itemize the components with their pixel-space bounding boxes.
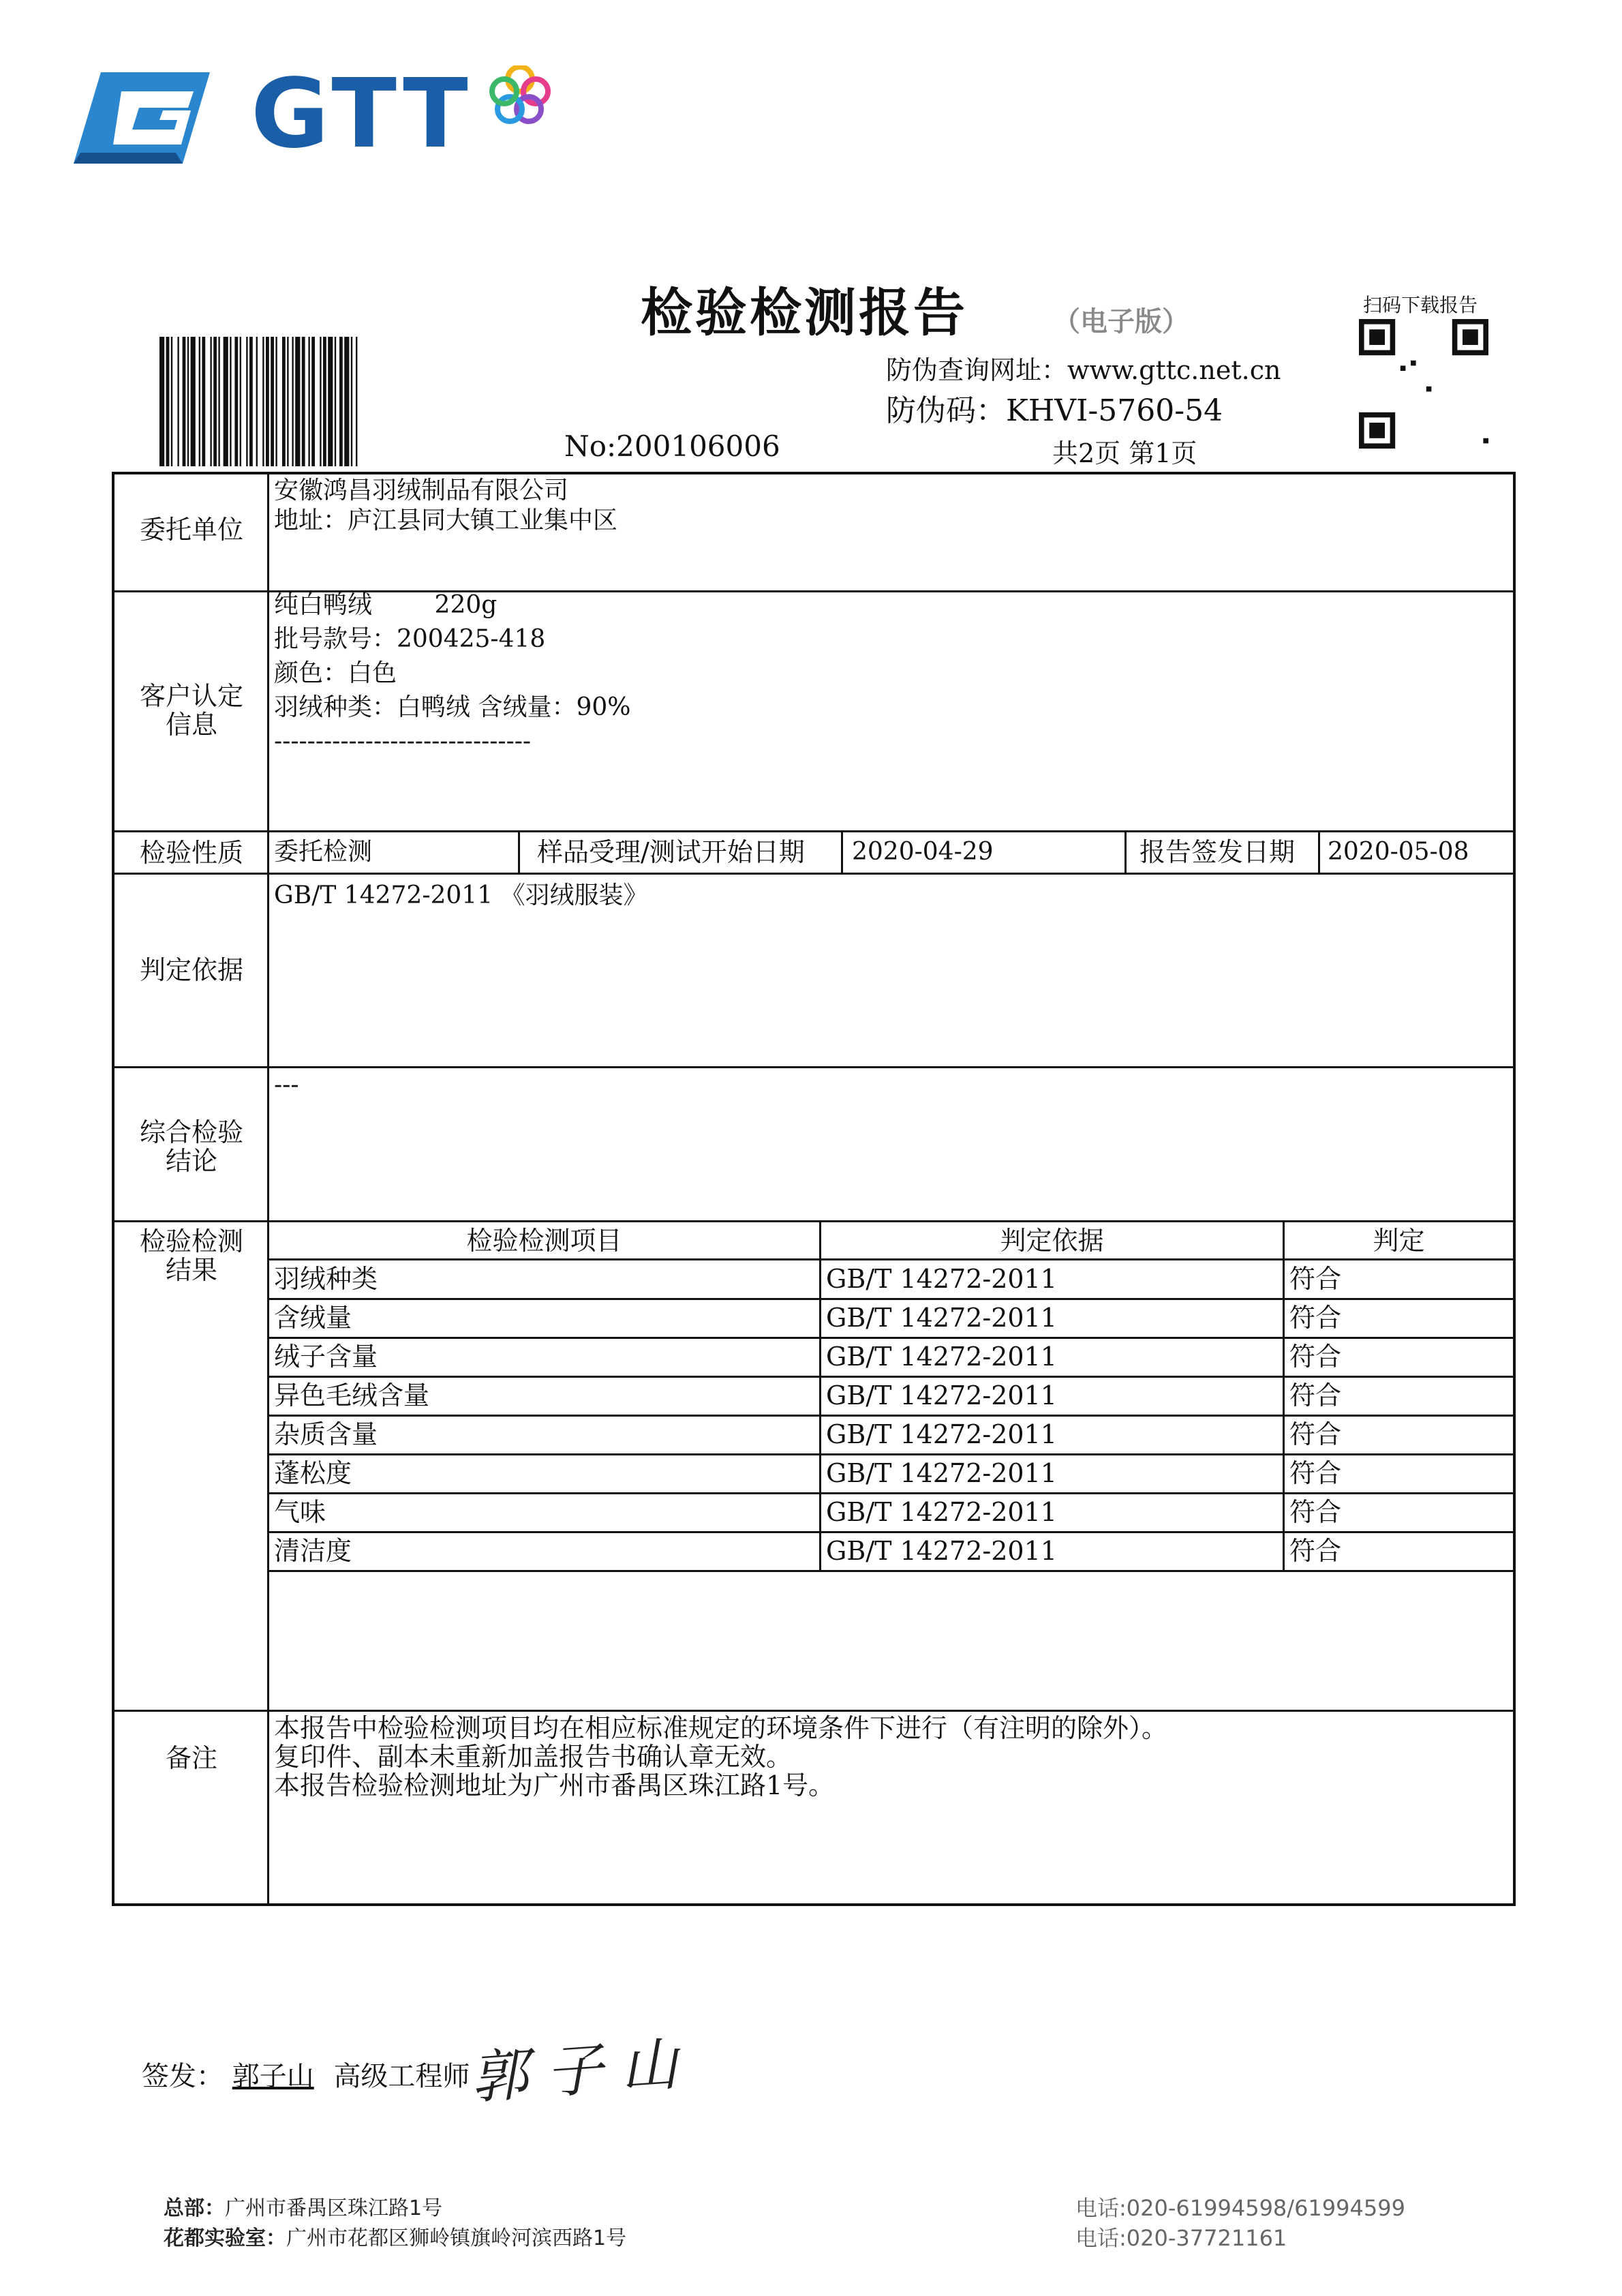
results-header-verdict: 判定 (1373, 1226, 1425, 1256)
customer-info-line1: 纯白鸭绒 220g (274, 591, 498, 619)
conclusion-label-line1: 综合检验 (139, 1117, 243, 1147)
client-label: 委托单位 (139, 515, 243, 545)
result-item-cell: 清洁度 (274, 1536, 352, 1566)
signer-name: 郭子山 (232, 2061, 314, 2092)
test-start-date: 2020-04-29 (852, 838, 994, 866)
page-count: 共2页 第1页 (1052, 438, 1197, 468)
basis-label: 判定依据 (139, 955, 243, 985)
logo-text: GTT (251, 59, 472, 170)
edition-label: （电子版） (1053, 305, 1189, 337)
signature-prefix: 签发： (142, 2061, 224, 2092)
result-item-cell: 气味 (274, 1497, 326, 1527)
result-basis-cell: GB/T 14272-2011 (826, 1380, 1057, 1410)
issue-date: 2020-05-08 (1328, 838, 1469, 866)
qr-caption: 扫码下载报告 (1363, 294, 1478, 316)
footer-lab (164, 2221, 626, 2251)
remarks-label: 备注 (165, 1743, 217, 1773)
results-label-line2: 结果 (165, 1255, 217, 1285)
customer-info-label (116, 682, 267, 739)
result-basis-cell: GB/T 14272-2011 (826, 1264, 1057, 1294)
inspection-nature-value: 委托检测 (274, 838, 373, 866)
result-basis-cell: GB/T 14272-2011 (826, 1458, 1057, 1488)
customer-info-line2: 批号款号：200425-418 (274, 625, 546, 653)
basis-value: GB/T 14272-2011 《羽绒服装》 (274, 881, 648, 909)
footer-hq-label: 总部： (164, 2196, 225, 2220)
results-label (116, 1227, 267, 1284)
footer-lab-label: 花都实验室： (164, 2226, 286, 2250)
remark-line-2: 复印件、副本未重新加盖报告书确认章无效。 (274, 1742, 793, 1772)
result-verdict-cell: 符合 (1289, 1458, 1342, 1488)
client-name: 安徽鸿昌羽绒制品有限公司 (274, 477, 569, 504)
result-verdict-cell: 符合 (1289, 1342, 1342, 1372)
result-item-cell: 杂质含量 (274, 1419, 378, 1449)
signature-block (142, 2055, 470, 2094)
conclusion-label (116, 1118, 267, 1175)
customer-info-line5: ------------------------------- (274, 727, 532, 755)
report-title: 检验检测报告 (641, 282, 968, 343)
remark-line-1: 本报告中检验检测项目均在相应标准规定的环境条件下进行（有注明的除外）。 (274, 1713, 1168, 1743)
result-verdict-cell: 符合 (1289, 1380, 1342, 1410)
issue-date-label: 报告签发日期 (1139, 837, 1296, 867)
result-item-cell: 含绒量 (274, 1303, 352, 1333)
footer-lab-phone: 电话:020-37721161 (1075, 2225, 1287, 2251)
result-basis-cell: GB/T 14272-2011 (826, 1342, 1057, 1372)
anti-fake-code: 防伪码：KHVI-5760-54 (886, 393, 1223, 428)
signer-title: 高级工程师 (333, 2061, 470, 2092)
customer-info-line3: 颜色：白色 (274, 659, 397, 687)
inspection-nature-label: 检验性质 (139, 838, 243, 868)
conclusion-value: --- (274, 1071, 299, 1099)
remark-line-3: 本报告检验检测地址为广州市番禺区珠江路1号。 (274, 1770, 835, 1800)
results-label-line1: 检验检测 (139, 1226, 243, 1256)
result-verdict-cell: 符合 (1289, 1303, 1342, 1333)
customer-info-label-line1: 客户认定 (139, 681, 243, 711)
result-verdict-cell: 符合 (1289, 1264, 1342, 1294)
results-header-item: 检验检测项目 (466, 1226, 622, 1256)
customer-info-line4: 羽绒种类：白鸭绒 含绒量：90% (274, 693, 631, 721)
test-start-label: 样品受理/测试开始日期 (537, 837, 805, 867)
result-item-cell: 羽绒种类 (274, 1264, 378, 1294)
result-verdict-cell: 符合 (1289, 1419, 1342, 1449)
result-basis-cell: GB/T 14272-2011 (826, 1497, 1057, 1527)
result-verdict-cell: 符合 (1289, 1536, 1342, 1566)
result-item-cell: 异色毛绒含量 (274, 1380, 430, 1410)
results-header-basis: 判定依据 (1000, 1226, 1104, 1256)
result-basis-cell: GB/T 14272-2011 (826, 1419, 1057, 1449)
verify-url: 防伪查询网址：www.gttc.net.cn (886, 355, 1281, 385)
client-address: 地址：庐江县同大镇工业集中区 (274, 507, 618, 534)
conclusion-label-line2: 结论 (165, 1146, 217, 1176)
customer-info-label-line2: 信息 (165, 710, 217, 740)
footer-hq-phone: 电话:020-61994598/61994599 (1075, 2195, 1405, 2221)
handwritten-signature: 郭子山 (468, 2029, 698, 2112)
result-item-cell: 绒子含量 (274, 1342, 378, 1372)
footer-hq (164, 2191, 442, 2221)
result-item-cell: 蓬松度 (274, 1458, 352, 1488)
result-verdict-cell: 符合 (1289, 1497, 1342, 1527)
report-number: No:200106006 (564, 429, 780, 463)
footer-lab-address: 广州市花都区狮岭镇旗岭河滨西路1号 (286, 2226, 627, 2250)
result-basis-cell: GB/T 14272-2011 (826, 1536, 1057, 1566)
result-basis-cell: GB/T 14272-2011 (826, 1303, 1057, 1333)
footer-hq-address: 广州市番禺区珠江路1号 (225, 2196, 443, 2220)
